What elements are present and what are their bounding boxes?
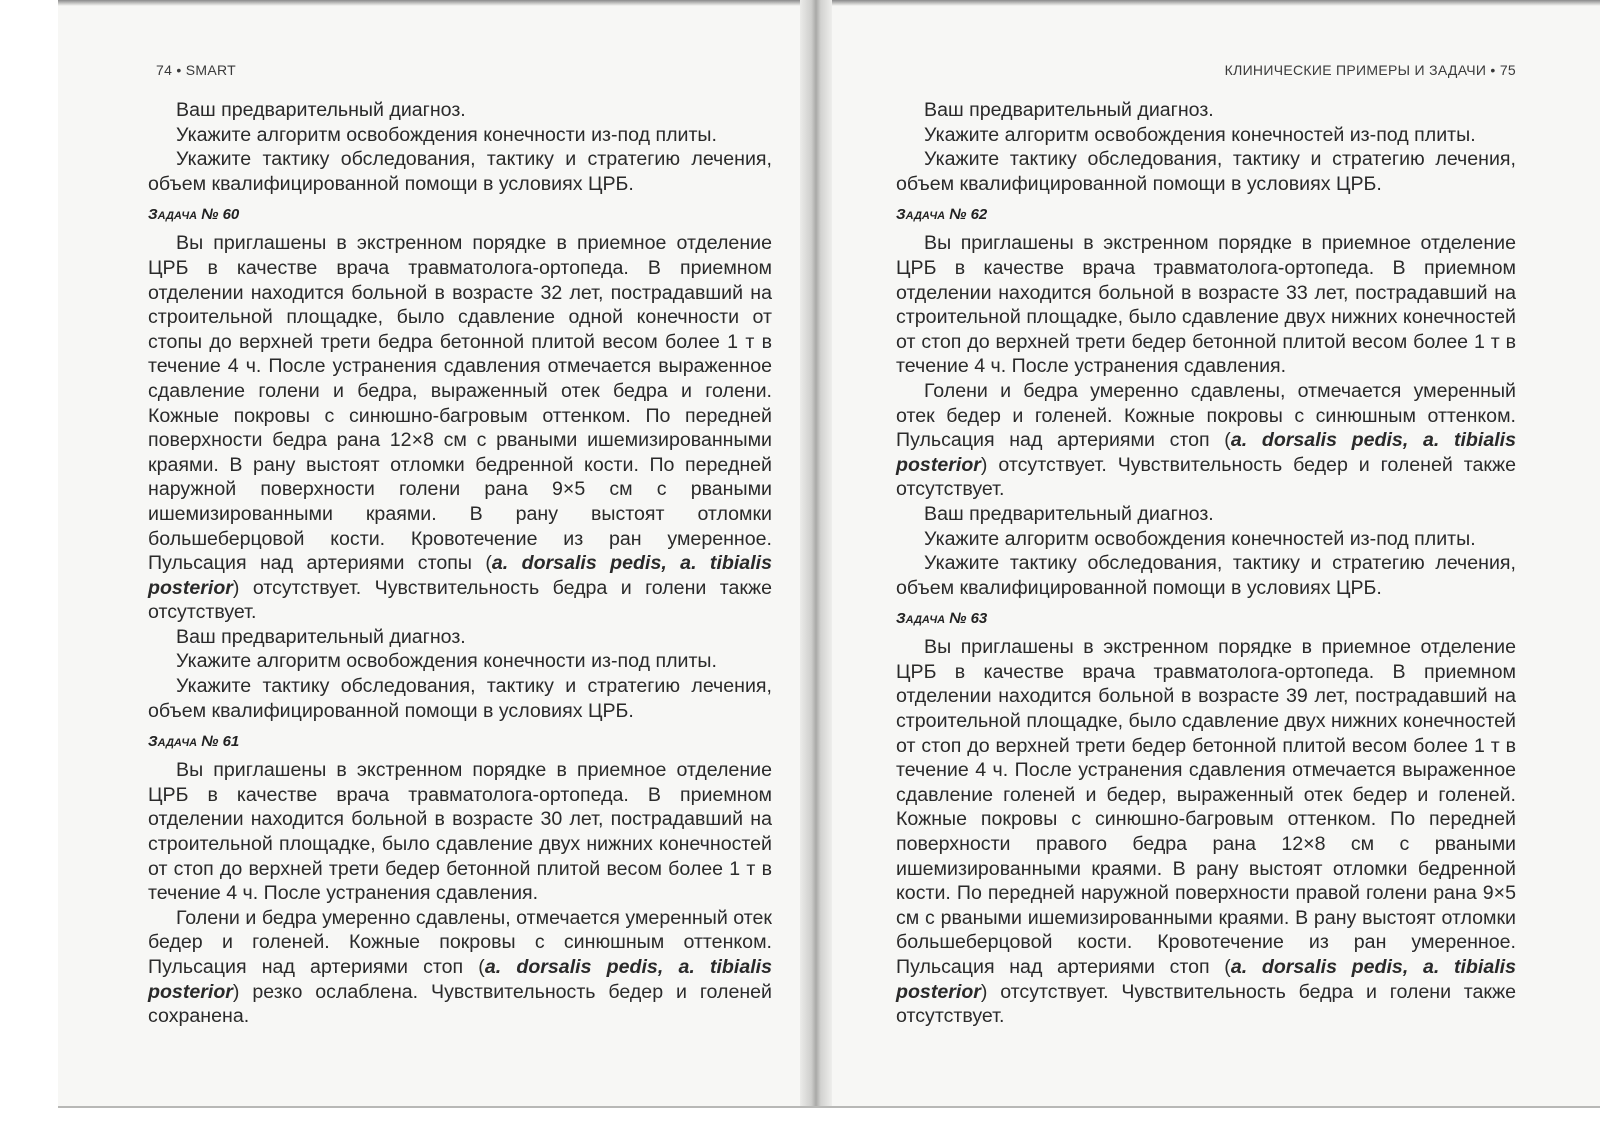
- task-62-latin-terms: a. dorsalis pedis, a. tibialis posterior: [896, 429, 1517, 476]
- task-62-title: Задача № 62: [896, 206, 988, 224]
- task-60-latin-terms: a. dorsalis pedis, a. tibialis posterior: [148, 552, 772, 599]
- task-61-text-b: ) резко ослаблена. Чувствительность бедер и голеней сохранена.: [148, 980, 772, 1028]
- intro-question-tactics: Укажите тактику обследования, тактику и стратегию лечения, объем квалифицированной помощи в условиях ЦРБ.: [896, 148, 1516, 195]
- task-62-findings: [896, 379, 1516, 502]
- task-60-description: [148, 231, 772, 625]
- task-60-question-algorithm: Укажите алгоритм освобождения конечности из-под плиты.: [176, 650, 717, 673]
- task-60-title: Задача № 60: [148, 206, 240, 224]
- task-62-question-diagnosis: Ваш предварительный диагноз.: [924, 502, 1214, 525]
- task-63-latin-terms: a. dorsalis pedis, a. tibialis posterior: [896, 956, 1517, 1003]
- right-running-head: КЛИНИЧЕСКИЕ ПРИМЕРЫ И ЗАДАЧИ • 75: [1224, 62, 1516, 78]
- task-63-title: Задача № 63: [896, 610, 988, 628]
- task-61-findings: [148, 906, 772, 1029]
- task-60-text-b: ) отсутствует. Чувствительность бедра и голени также отсутствует.: [148, 576, 772, 624]
- task-60-question-tactics: Укажите тактику обследования, тактику и стратегию лечения, объем квалифицированной помощи в условиях ЦРБ.: [148, 675, 772, 722]
- task-62-text-a: Голени и бедра умеренно сдавлены, отмечается умеренный отек бедер и голеней. Кожные покровы с синюшным оттенком. Пульсация над артериями стоп (: [896, 379, 1516, 452]
- intro-question-tactics: Укажите тактику обследования, тактику и стратегию лечения, объем квалифицированной помощи в условиях ЦРБ.: [148, 148, 772, 195]
- task-62-description: Вы приглашены в экстренном порядке в приемное отделение ЦРБ в качестве врача травматолога-ортопеда. В приемном отделении находится больной в возрасте 33 лет, пострадавший на строительной площадке, было сдавление двух нижних конечностей от стоп до верхней трети бедер бетонной плитой весом более 1 т в течение 4 ч. После устранения сдавления.: [896, 232, 1516, 378]
- task-63-description: [896, 635, 1516, 1029]
- right-page: [896, 0, 1516, 1108]
- task-60-question-diagnosis: Ваш предварительный диагноз.: [176, 625, 466, 648]
- task-62-question-algorithm: Укажите алгоритм освобождения конечностей из-под плиты.: [924, 527, 1476, 550]
- intro-question-diagnosis: Ваш предварительный диагноз.: [924, 99, 1214, 121]
- intro-question-diagnosis: Ваш предварительный диагноз.: [176, 99, 466, 121]
- task-63-text-b: ) отсутствует. Чувствительность бедра и голени также отсутствует.: [896, 980, 1516, 1028]
- left-running-head: 74 • SMART: [156, 62, 236, 78]
- task-62-text-b: ) отсутствует. Чувствительность бедер и голеней также отсутствует.: [896, 453, 1516, 501]
- task-61-description: Вы приглашены в экстренном порядке в приемное отделение ЦРБ в качестве врача травматолога-ортопеда. В приемном отделении находится больной в возрасте 30 лет, пострадавший на строительной площадке, было сдавление двух нижних конечностей от стоп до верхней трети бедер бетонной плитой весом более 1 т в течение 4 ч. После устранения сдавления.: [148, 759, 772, 905]
- intro-question-algorithm: Укажите алгоритм освобождения конечностей из-под плиты.: [924, 123, 1476, 146]
- task-62-question-tactics: Укажите тактику обследования, тактику и стратегию лечения, объем квалифицированной помощи в условиях ЦРБ.: [896, 552, 1516, 599]
- left-page-text: [148, 98, 772, 1029]
- task-61-text-a: Голени и бедра умеренно сдавлены, отмечается умеренный отек бедер и голеней. Кожные покровы с синюшным оттенком. Пульсация над артериями стоп (: [148, 906, 772, 978]
- book-gutter: [800, 0, 832, 1108]
- intro-question-algorithm: Укажите алгоритм освобождения конечности из-под плиты.: [176, 123, 717, 146]
- task-61-title: Задача № 61: [148, 733, 240, 751]
- task-60-text-a: Вы приглашены в экстренном порядке в приемное отделение ЦРБ в качестве врача травматолога-ортопеда. В приемном отделении находится больной в возрасте 32 лет, пострадавший на строительной площадке, было сдавление одной конечности от стопы до верхней трети бедра бетонной плитой весом более 1 т в течение 4 ч. После устранения сдавления отмечается выраженное сдавление голени и бедра, выраженный отек бедра и голени. Кожные покровы с синюшно-багровым оттенком. По передней поверхности бедра рана 12×8 см с рваными ишемизированными краями. В рану выстоят отломки бедренной кости. По передней наружной поверхности голени рана 9×5 см с рваными ишемизированными краями. В рану выстоят отломки большеберцовой кости. Кровотечение из ран умеренное. Пульсация над артериями стопы (: [148, 232, 772, 575]
- left-page: [148, 0, 772, 1108]
- task-63-text-a: Вы приглашены в экстренном порядке в приемное отделение ЦРБ в качестве врача травматолога-ортопеда. В приемном отделении находится больной в возрасте 39 лет, пострадавший на строительной площадке, было сдавление двух нижних конечностей от стоп до верхней трети бедер бетонной плитой весом более 1 т в течение 4 ч. После устранения сдавления отмечается выраженное сдавление голеней и бедер, выраженный отек бедер и голеней. Кожные покровы с синюшно-багровым оттенком. По передней поверхности правого бедра рана 12×8 см с рваными ишемизированными краями. В рану выстоят отломки бедренной кости. По передней наружной поверхности правой голени рана 9×5 см с рваными ишемизированными краями. В рану выстоят отломки большеберцовой кости. Кровотечение из ран умеренное. Пульсация над артериями стоп (: [896, 636, 1516, 978]
- right-page-text: [896, 98, 1516, 1029]
- task-61-latin-terms: a. dorsalis pedis, a. tibialis posterior: [148, 956, 773, 1003]
